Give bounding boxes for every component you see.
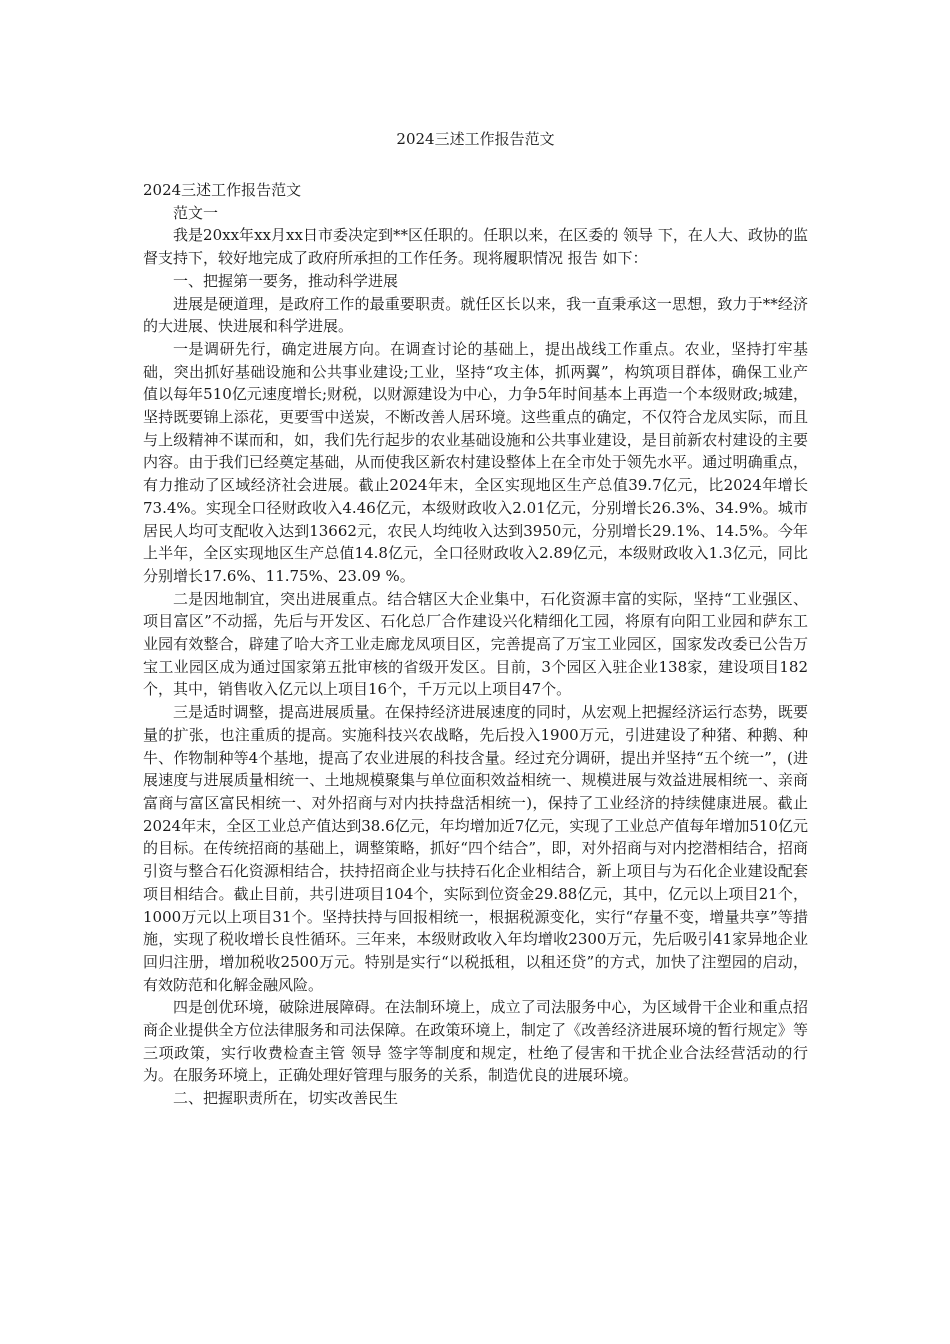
body-heading: 2024三述工作报告范文 (143, 181, 302, 199)
paragraph: 进展是硬道理，是政府工作的最重要职责。就任区长以来，我一直秉承这一思想，致力于**经济的大进展、快进展和科学进展。 (143, 294, 808, 336)
section-heading-2: 二、把握职责所在，切实改善民生 (173, 1089, 399, 1108)
paragraph: 三是适时调整，提高进展质量。在保持经济进展速度的同时，从宏观上把握经济运行态势，既要量的扩张，也注重质的提高。实施科技兴农战略，先后投入1900万元，引进建设了种猪、种鹅、种牛、作物制种等4个基地，提高了农业进展的科技含量。经过充分调研，提出并坚持“五个统一”，(进展速度与进展质量相统一、土地规模聚集与单位面积效益相统一、规模进展与效益进展相统一、亲商富商与富区富民相统一、对外招商与对内扶持盘活相统一)，保持了工业经济的持续健康进展。截止2024年末，全区工业总产值达到38.6亿元，年均增加近7亿元，实现了工业总产值每年增加510亿元的目标。在传统招商的基础上，调整策略，抓好“四个结合”，即，对外招商与对内挖潜相结合，招商引资与整合石化资源相结合，扶持招商企业与扶持石化企业相结合，新上项目与为石化企业建设配套项目相结合。截止目前，共引进项目104个，实际到位资金29.88亿元，其中，亿元以上项目21个，1000万元以上项目31个。坚持扶持与回报相统一，根据税源变化，实行“存量不变，增量共享”等措施，实现了税收增长良性循环。三年来，本级财政收入年均增收2300万元，先后吸引41家异地企业回归注册，增加税收2500万元。特别是实行“以税抵租，以租还贷”的方式，加快了注塑园的启动，有效防范和化解金融风险。 (143, 703, 809, 994)
document-body (143, 179, 808, 1110)
paragraph: 一是调研先行，确定进展方向。在调查讨论的基础上，提出战线工作重点。农业，坚持打牢基础，突出抓好基础设施和公共事业建设;工业，坚持“攻主体，抓两翼”，构筑项目群体，确保工业产值以每年510亿元速度增长;财税，以财源建设为中心，力争5年时间基本上再造一个本级财政;城建，坚持既要锦上添花，更要雪中送炭，不断改善人居环境。这些重点的确定，不仅符合龙凤实际，而且与上级精神不谋而和，如，我们先行起步的农业基础设施和公共事业建设，是目前新农村建设的主要内容。由于我们已经奠定基础，从而使我区新农村建设整体上在全市处于领先水平。通过明确重点，有力推动了区域经济社会进展。截止2024年末，全区实现地区生产总值39.7亿元，比2024年增长73.4%。实现全口径财政收入4.46亿元，本级财政收入2.01亿元，分别增长26.3%、34.9%。城市居民人均可支配收入达到13662元，农民人均纯收入达到3950元，分别增长29.1%、14.5%。今年上半年，全区实现地区生产总值14.8亿元，全口径财政收入2.89亿元，本级财政收入1.3亿元，同比分别增长17.6%、11.75%、23.09 %。 (143, 339, 808, 585)
section-label: 范文一 (173, 203, 219, 222)
section-heading-1: 一、把握第一要务，推动科学进展 (173, 271, 399, 290)
paragraph-intro: 我是20xx年xx月xx日市委决定到**区任职的。任职以来，在区委的 领导 下，在人大、政协的监督支持下，较好地完成了政府所承担的工作任务。现将履职情况 报告 如下： (143, 226, 808, 268)
paragraph: 四是创优环境，破除进展障碍。在法制环境上，成立了司法服务中心，为区域骨干企业和重点招商企业提供全方位法律服务和司法保障。在政策环境上，制定了《改善经济进展环境的暂行规定》等三项政策，实行收费检查主管 领导 签字等制度和规定，杜绝了侵害和干扰企业合法经营活动的行为。在服务环境上，正确处理好管理与服务的关系，制造优良的进展环境。 (143, 998, 808, 1085)
document-title: 2024三述工作报告范文 (396, 130, 555, 148)
paragraph: 二是因地制宜，突出进展重点。结合辖区大企业集中，石化资源丰富的实际，坚持“工业强区、项目富区”不动摇，先后与开发区、石化总厂合作建设兴化精细化工园，将原有向阳工业园和萨东工业园有效整合，辟建了哈大齐工业走廊龙凤项目区，完善提高了万宝工业园区，国家发改委已公告万宝工业园区成为通过国家第五批审核的省级开发区。目前，3个园区入驻企业138家，建设项目182个，其中，销售收入亿元以上项目16个，千万元以上项目47个。 (143, 589, 808, 699)
